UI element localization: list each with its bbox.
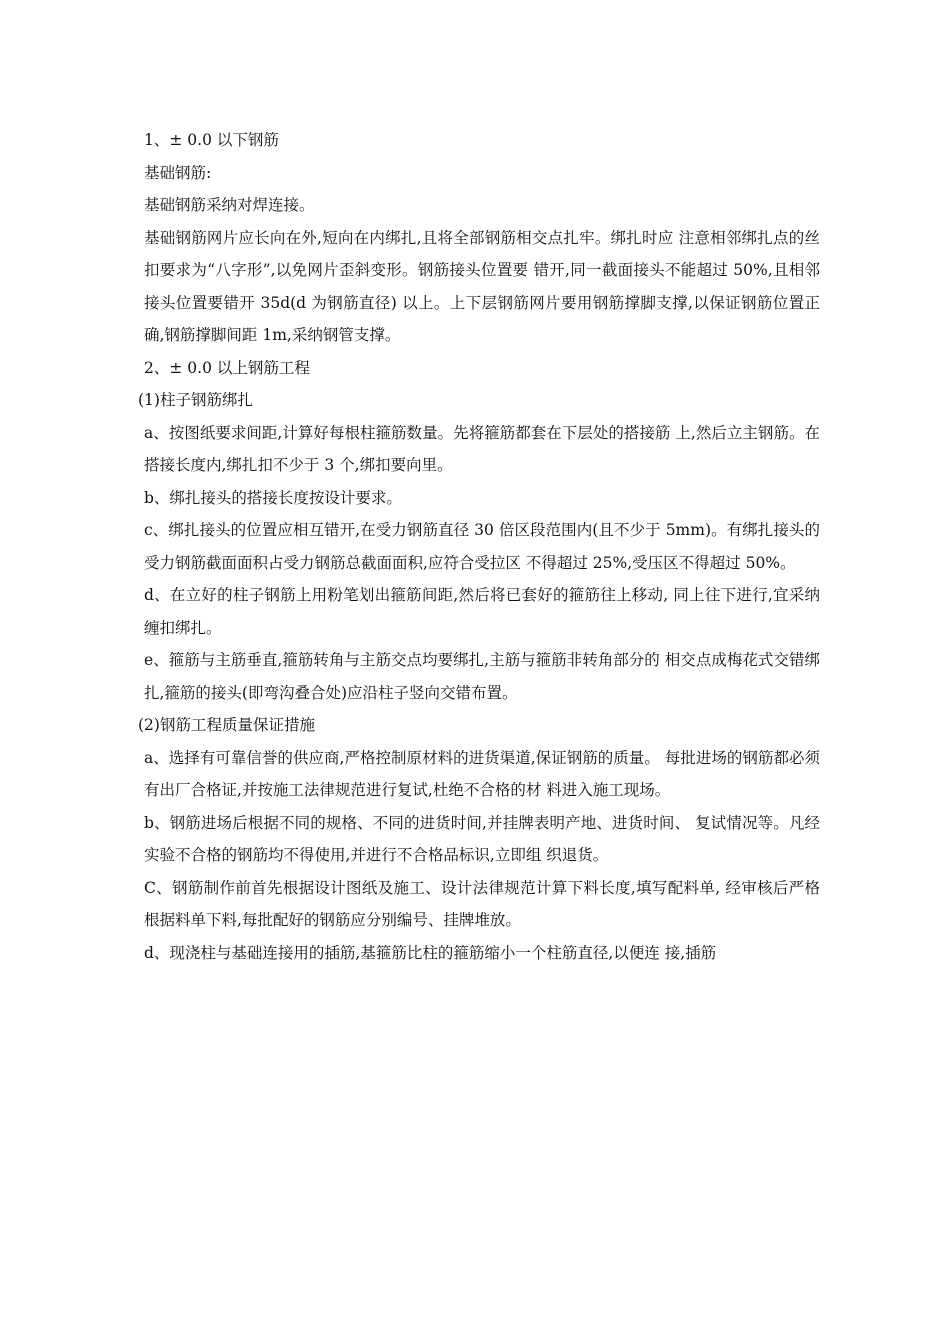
subheading-foundation-rebar: 基础钢筋: bbox=[144, 163, 212, 182]
list-item-a: a、按图纸要求间距,计算好每根柱箍筋数量。先将箍筋都套在下层处的搭接筋 上,然后立主钢筋。在搭接长度内,绑扎扣不少于 3 个,绑扣要向里。 bbox=[144, 423, 820, 474]
quality-item-c: C、钢筋制作前首先根据设计图纸及施工、设计法律规范计算下料长度,填写配料单, 经审核后严格根据料单下料,每批配好的钢筋应分别编号、挂牌堆放。 bbox=[144, 878, 820, 929]
list-item-e: e、箍筋与主筋垂直,箍筋转角与主筋交点均要绑扎,主筋与箍筋非转角部分的 相交点成梅花式交错绑扎,箍筋的接头(即弯沟叠合处)应沿柱子竖向交错布置。 bbox=[144, 651, 820, 702]
list-item-d: d、在立好的柱子钢筋上用粉笔划出箍筋间距,然后将已套好的箍筋往上移动, 同上往下进行,宜采纳缠扣绑扎。 bbox=[144, 586, 820, 637]
list-item-b: b、绑扎接头的搭接长度按设计要求。 bbox=[144, 488, 402, 507]
list-item-c: c、绑扎接头的位置应相互错开,在受力钢筋直径 30 倍区段范围内(且不少于 5mm)。有绑扎接头的受力钢筋截面面积占受力钢筋总截面面积,应符合受拉区 不得超过 25%,受压区不得超过 50%。 bbox=[144, 521, 820, 572]
heading-above-zero-rebar: 2、± 0.0 以上钢筋工程 bbox=[144, 358, 310, 377]
document-body bbox=[138, 124, 820, 969]
heading-below-zero-rebar: 1、± 0.0 以下钢筋 bbox=[144, 131, 279, 149]
subheading-column-binding: (1)柱子钢筋绑扎 bbox=[138, 391, 253, 409]
subheading-quality-measures: (2)钢筋工程质量保证措施 bbox=[138, 716, 315, 734]
paragraph-mesh-binding: 基础钢筋网片应长向在外,短向在内绑扎,且将全部钢筋相交点扎牢。绑扎时应 注意相邻绑扎点的丝扣要求为“八字形”,以免网片歪斜变形。钢筋接头位置要 错开,同一截面接头不能超过 50%,且相邻接头位置要错开 35d(d 为钢筋直径) 以上。上下层钢筋网片要用钢筋撑脚支撑,以保证钢筋位置正确,钢筋撑脚间距 1m,采纳钢管支撑。 bbox=[144, 228, 820, 344]
quality-item-d: d、现浇柱与基础连接用的插筋,基箍筋比柱的箍筋缩小一个柱筋直径,以便连 接,插筋 bbox=[144, 943, 717, 962]
quality-item-a: a、选择有可靠信誉的供应商,严格控制原材料的进货渠道,保证钢筋的质量。 每批进场的钢筋都必须有出厂合格证,并按施工法律规范进行复试,杜绝不合格的材 料进入施工现场。 bbox=[144, 748, 820, 799]
quality-item-b: b、钢筋进场后根据不同的规格、不同的进货时间,并挂牌表明产地、进货时间、 复试情况等。凡经实验不合格的钢筋均不得使用,并进行不合格品标识,立即组 织退货。 bbox=[144, 813, 820, 864]
paragraph-butt-welding: 基础钢筋采纳对焊连接。 bbox=[144, 196, 315, 214]
